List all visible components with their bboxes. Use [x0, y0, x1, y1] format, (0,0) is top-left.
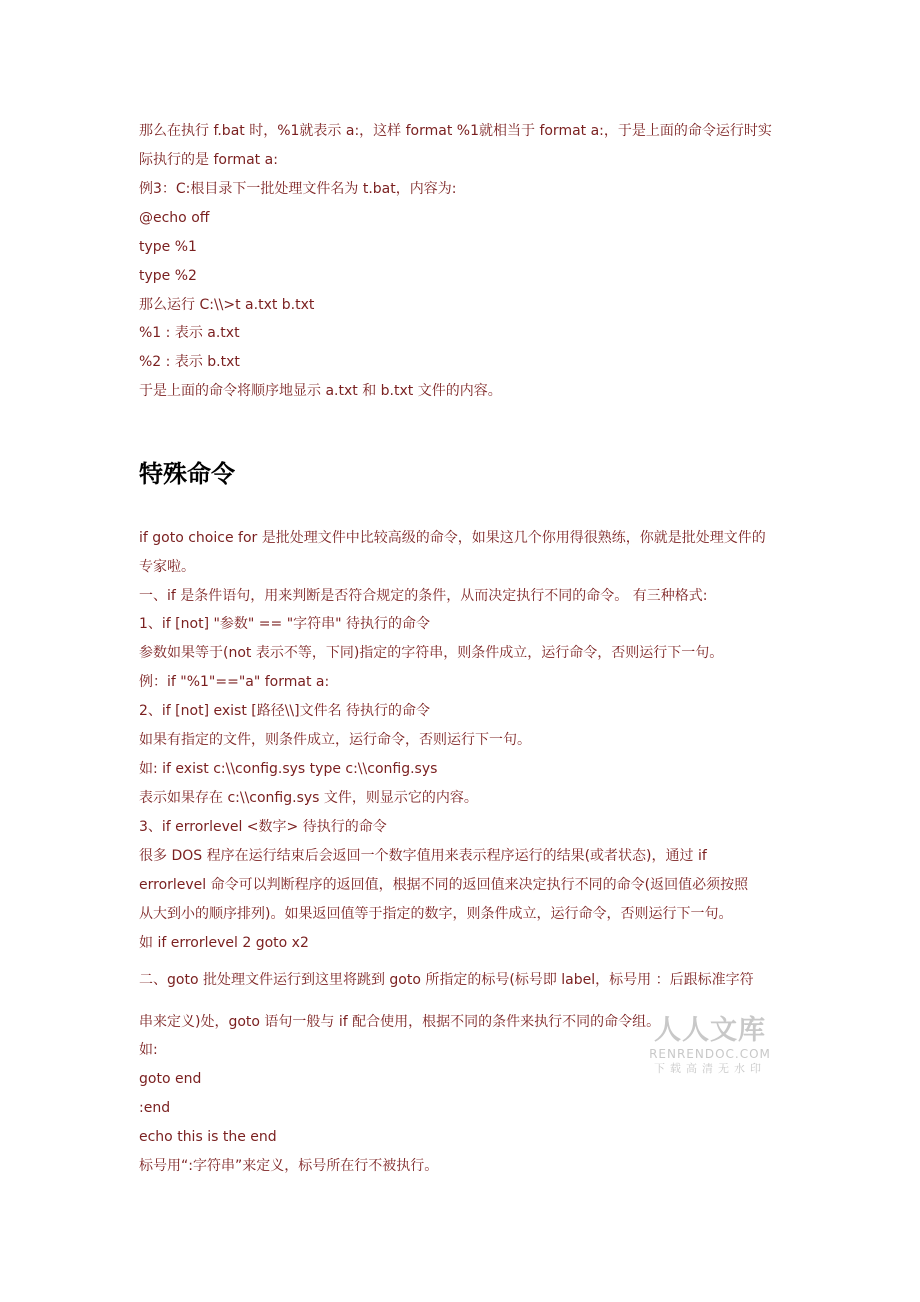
watermark-logo	[648, 1016, 772, 1076]
text-line: echo this is the end	[139, 1129, 277, 1145]
text-line: 那么在执行 f.bat 时，%1就表示 a:，这样 format %1就相当于 format a:，于是上面的命令运行时实	[139, 123, 772, 139]
text-line: @echo off	[139, 210, 210, 226]
watermark-title: 人人文库	[654, 1015, 766, 1046]
text-line: goto end	[139, 1071, 202, 1087]
text-line: 如果有指定的文件，则条件成立，运行命令，否则运行下一句。	[139, 732, 531, 748]
text-line: 于是上面的命令将顺序地显示 a.txt 和 b.txt 文件的内容。	[139, 383, 502, 399]
text-line: type %2	[139, 268, 197, 284]
text-line: 那么运行 C:\\>t a.txt b.txt	[139, 297, 315, 313]
text-line: 如:	[139, 1042, 158, 1058]
section-heading: 特殊命令	[139, 460, 235, 488]
text-line: 一、if 是条件语句，用来判断是否符合规定的条件，从而决定执行不同的命令。 有三种格式:	[139, 588, 708, 604]
text-line: %1 : 表示 a.txt	[139, 325, 240, 341]
watermark-domain: RENRENDOC.COM	[649, 1047, 771, 1061]
text-line: 2、if [not] exist [路径\\]文件名 待执行的命令	[139, 703, 431, 719]
text-line: 1、if [not] "参数" == "字符串" 待执行的命令	[139, 616, 431, 632]
text-line: 参数如果等于(not 表示不等，下同)指定的字符串，则条件成立，运行命令，否则运行下一句。	[139, 645, 724, 661]
text-line: 表示如果存在 c:\\config.sys 文件，则显示它的内容。	[139, 790, 478, 806]
text-line: 3、if errorlevel <数字> 待执行的命令	[139, 819, 387, 835]
text-line: 很多 DOS 程序在运行结束后会返回一个数字值用来表示程序运行的结果(或者状态)，通过 if	[139, 848, 707, 864]
watermark-tagline: 下载高清无水印	[654, 1062, 766, 1075]
text-line: 串来定义)处，goto 语句一般与 if 配合使用，根据不同的条件来执行不同的命令组。	[139, 1014, 661, 1030]
text-line: 标号用“:字符串”来定义，标号所在行不被执行。	[139, 1158, 439, 1174]
text-line: %2 : 表示 b.txt	[139, 354, 240, 370]
text-line: 专家啦。	[139, 559, 195, 575]
text-line: 从大到小的顺序排列)。如果返回值等于指定的数字，则条件成立，运行命令，否则运行下一句。	[139, 906, 733, 922]
text-line: 二、goto 批处理文件运行到这里将跳到 goto 所指定的标号(标号即 label，标号用 ：后跟标准字符	[139, 972, 754, 988]
text-line: 如 if errorlevel 2 goto x2	[139, 935, 309, 951]
text-line: 例：if "%1"=="a" format a:	[139, 674, 330, 690]
text-line: 例3：C:根目录下一批处理文件名为 t.bat，内容为:	[139, 181, 457, 197]
text-line: if goto choice for 是批处理文件中比较高级的命令，如果这几个你用得很熟练，你就是批处理文件的	[139, 530, 766, 546]
text-line: type %1	[139, 239, 197, 255]
text-line: errorlevel 命令可以判断程序的返回值，根据不同的返回值来决定执行不同的命令(返回值必须按照	[139, 877, 749, 893]
text-line: 如: if exist c:\\config.sys type c:\\config.sys	[139, 761, 438, 777]
text-line: :end	[139, 1100, 171, 1116]
text-line: 际执行的是 format a:	[139, 152, 278, 168]
